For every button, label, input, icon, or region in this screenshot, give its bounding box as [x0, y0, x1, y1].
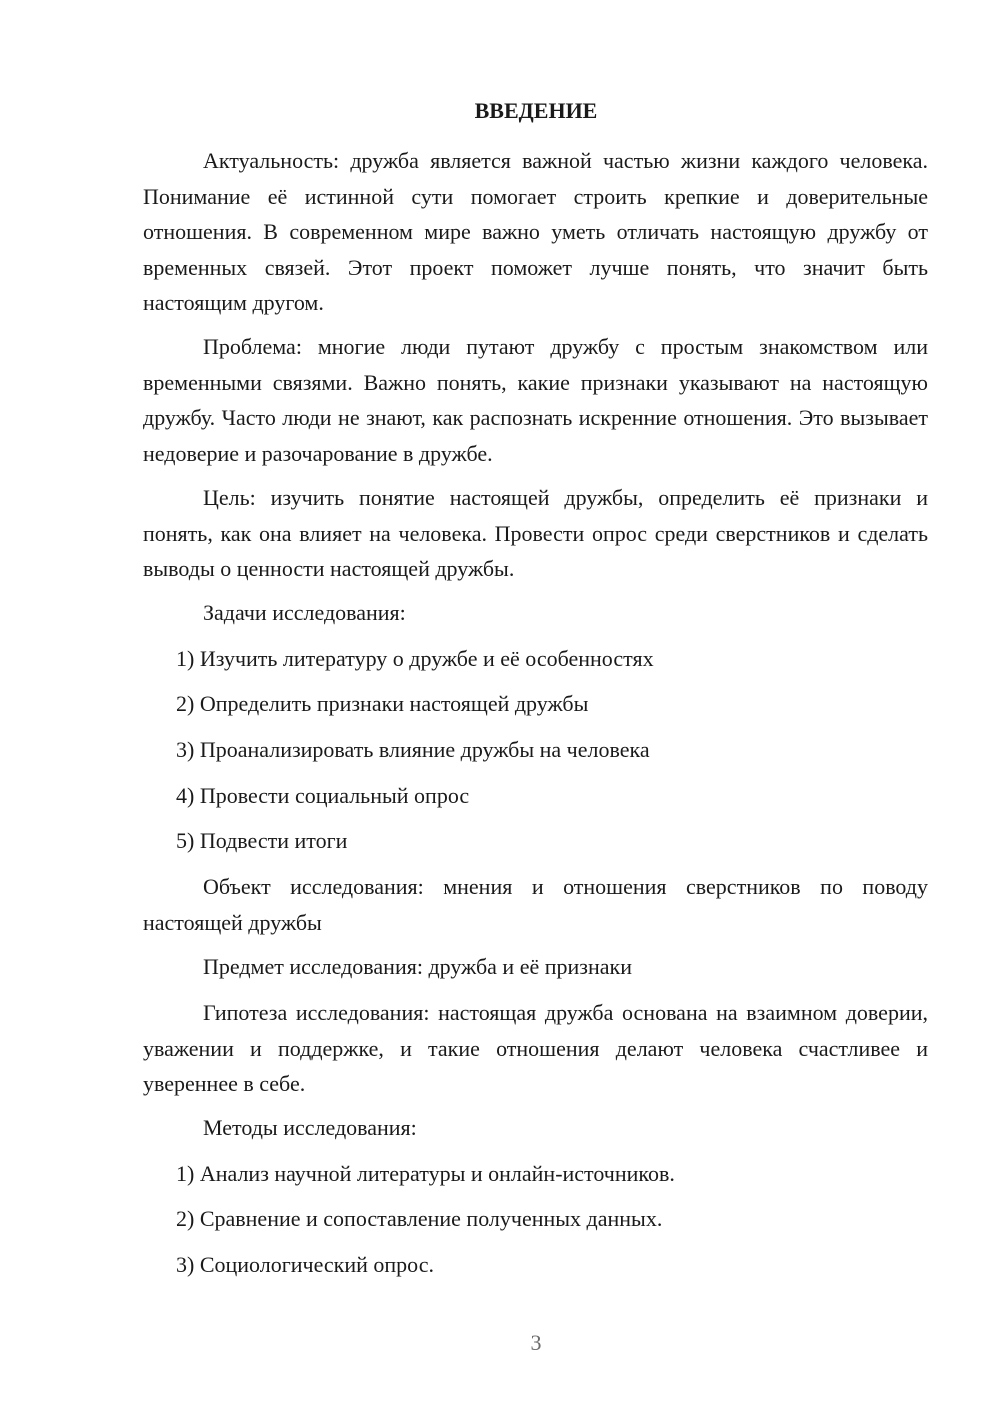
problem-paragraph: Проблема: многие люди путают дружбу с простым знакомством или временными связями. Важно понять, какие признаки указывают на настоящую дружбу. Часто люди не знают, как распознать искренние отношения. Это вызывает недоверие и разочарование в дружбе. — [143, 334, 928, 466]
hypothesis-paragraph: Гипотеза исследования: настоящая дружба основана на взаимном доверии, уважении и поддержке, и такие отношения делают человека счастливее и увереннее в себе. — [143, 1000, 928, 1096]
goal-paragraph: Цель: изучить понятие настоящей дружбы, определить её признаки и понять, как она влияет на человека. Провести опрос среди сверстников и сделать выводы о ценности настоящей дружбы. — [143, 485, 928, 581]
task-item: 2) Определить признаки настоящей дружбы — [176, 691, 589, 716]
task-item: 1) Изучить литературу о дружбе и её особенностях — [176, 646, 654, 671]
tasks-heading: Задачи исследования: — [203, 600, 406, 625]
method-item: 3) Социологический опрос. — [176, 1252, 434, 1277]
task-item: 5) Подвести итоги — [176, 828, 348, 853]
method-item: 1) Анализ научной литературы и онлайн-источников. — [176, 1161, 675, 1186]
task-item: 3) Проанализировать влияние дружбы на человека — [176, 737, 650, 762]
page-number: 3 — [530, 1330, 542, 1355]
object-paragraph: Объект исследования: мнения и отношения сверстников по поводу настоящей дружбы — [143, 874, 928, 935]
relevance-paragraph: Актуальность: дружба является важной частью жизни каждого человека. Понимание её истинной сути помогает строить крепкие и доверительные отношения. В современном мире важно уметь отличать настоящую дружбу от временных связей. Этот проект поможет лучше понять, что значит быть настоящим другом. — [143, 148, 928, 315]
section-title: ВВЕДЕНИЕ — [474, 98, 598, 123]
methods-heading: Методы исследования: — [203, 1115, 417, 1140]
method-item: 2) Сравнение и сопоставление полученных данных. — [176, 1206, 663, 1231]
subject-paragraph: Предмет исследования: дружба и её признаки — [203, 954, 632, 979]
task-item: 4) Провести социальный опрос — [176, 783, 470, 808]
